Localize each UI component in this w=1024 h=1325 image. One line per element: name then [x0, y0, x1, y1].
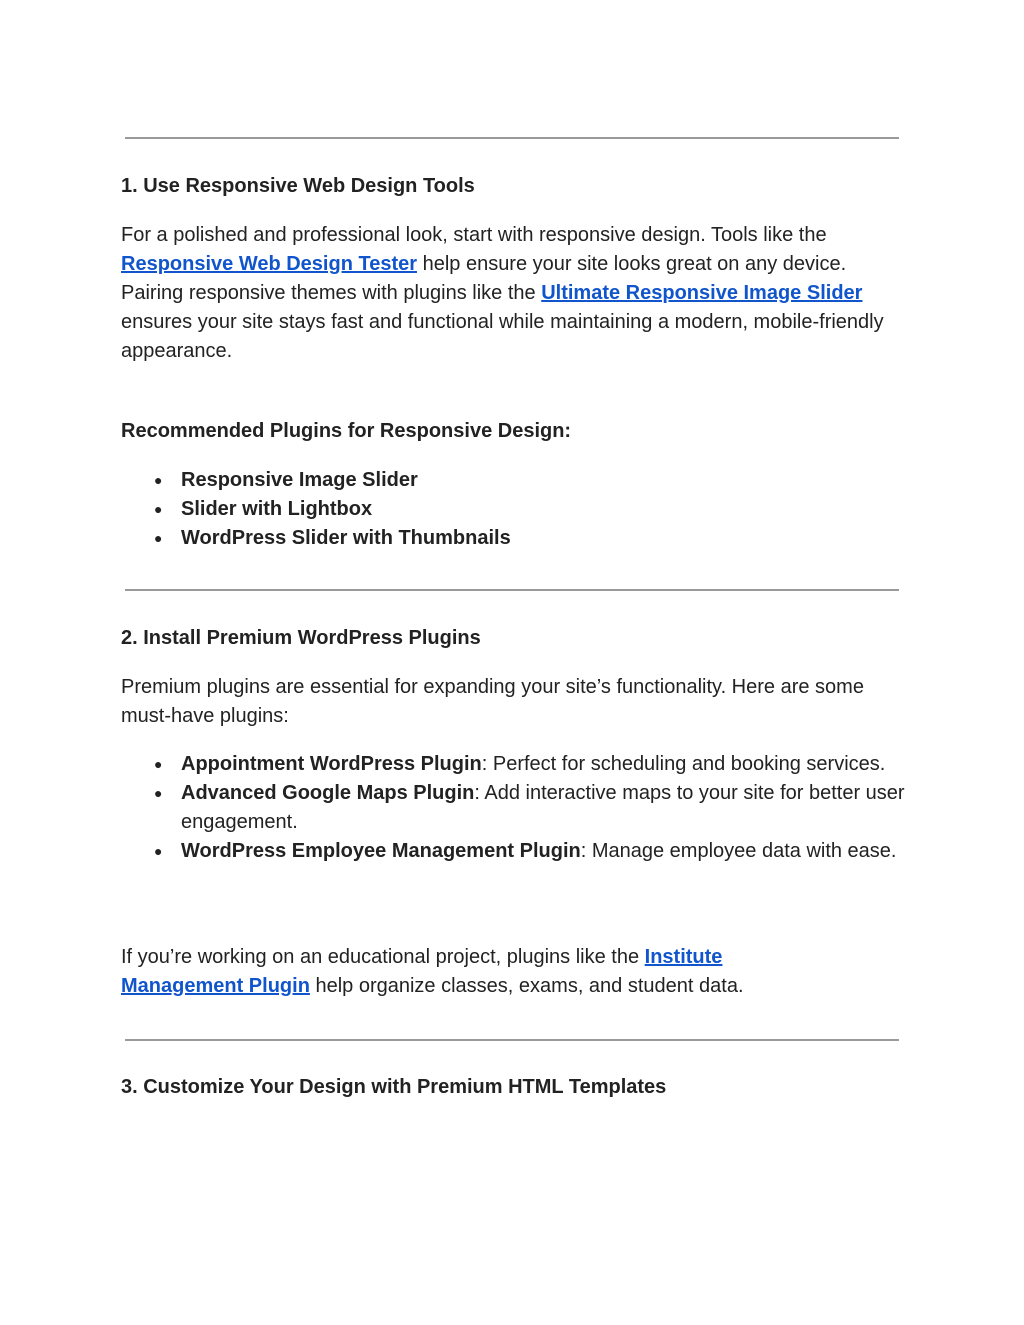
bullet-icon: ●: [154, 530, 163, 546]
paragraph-text: ensures your site stays fast and functional while maintaining a modern, mobile-friendly appearance.: [121, 311, 884, 362]
bullet-icon: ●: [154, 472, 163, 488]
plugin-description: : Perfect for scheduling and booking services.: [481, 753, 886, 775]
section-heading: 3. Customize Your Design with Premium HTML Templates: [121, 1076, 667, 1098]
list-item: [121, 837, 911, 866]
horizontal-rule: [125, 589, 899, 591]
plugin-description: : Add interactive maps to your site for better user engagement.: [181, 782, 905, 833]
horizontal-rule: [125, 137, 899, 139]
list-item: [121, 779, 911, 837]
paragraph-text: If you’re working on an educational project, plugins like the: [121, 946, 645, 968]
section-heading: 1. Use Responsive Web Design Tools: [121, 175, 475, 197]
bullet-icon: ●: [154, 501, 163, 517]
must-have-plugins-list: [121, 750, 911, 866]
list-item: [121, 750, 911, 779]
paragraph: [121, 943, 821, 1001]
bullet-icon: ●: [154, 756, 163, 772]
plugin-name: WordPress Employee Management Plugin: [181, 840, 581, 862]
list-item: [121, 524, 911, 553]
plugin-description: : Manage employee data with ease.: [580, 840, 897, 862]
plugin-name: Appointment WordPress Plugin: [181, 753, 482, 775]
recommended-plugins-list: [121, 466, 911, 553]
list-item-label: Slider with Lightbox: [181, 498, 373, 520]
list-item: [121, 466, 911, 495]
paragraph-text: help organize classes, exams, and student data.: [309, 975, 744, 997]
paragraph-text: Pairing responsive themes with plugins like the: [121, 282, 542, 304]
plugin-name: Advanced Google Maps Plugin: [181, 782, 475, 804]
section-heading: 2. Install Premium WordPress Plugins: [121, 627, 481, 649]
bullet-icon: ●: [154, 843, 163, 859]
list-item-label: WordPress Slider with Thumbnails: [181, 527, 511, 549]
horizontal-rule: [125, 1039, 899, 1041]
paragraph-text: help ensure your site looks great on any device.: [417, 253, 847, 275]
institute-management-plugin-link[interactable]: Institute Management Plugin: [121, 946, 723, 997]
list-item-label: Responsive Image Slider: [181, 469, 418, 491]
bullet-icon: ●: [154, 785, 163, 801]
ultimate-responsive-image-slider-link[interactable]: Ultimate Responsive Image Slider: [541, 282, 863, 304]
paragraph: [121, 221, 911, 366]
subheading: Recommended Plugins for Responsive Design:: [121, 420, 572, 442]
paragraph-text: For a polished and professional look, start with responsive design. Tools like the: [121, 224, 827, 246]
list-item: [121, 495, 911, 524]
paragraph: Premium plugins are essential for expanding your site’s functionality. Here are some must-have plugins:: [121, 676, 864, 727]
responsive-web-design-tester-link[interactable]: Responsive Web Design Tester: [121, 253, 418, 275]
